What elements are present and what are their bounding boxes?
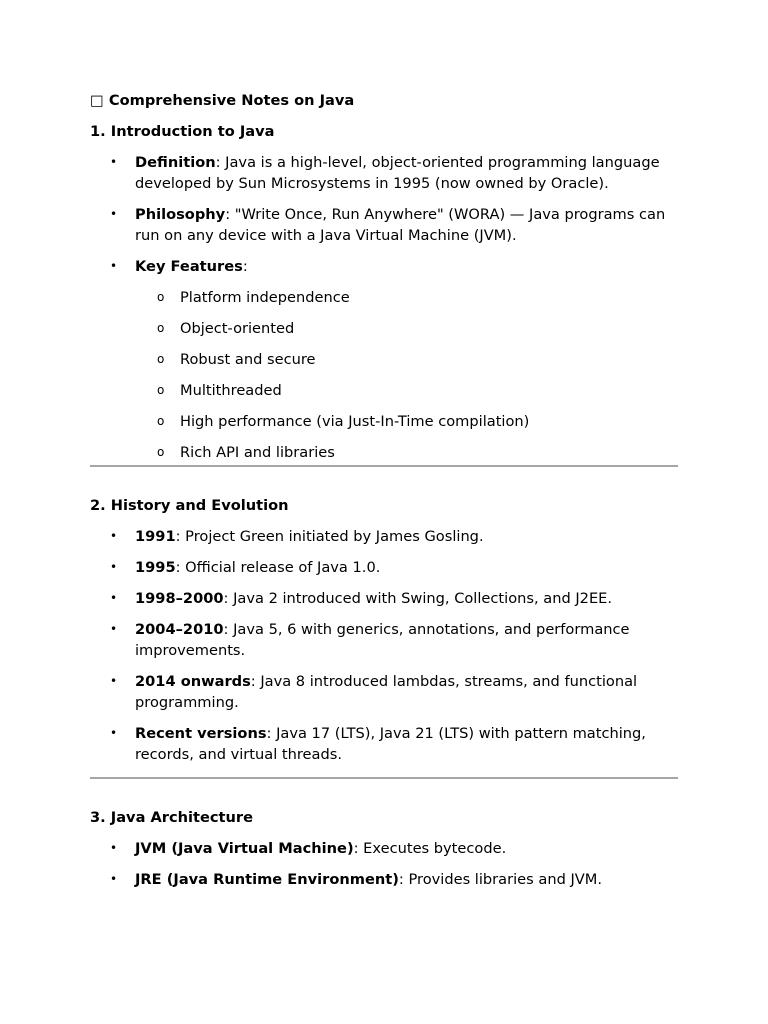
sub-list — [135, 287, 678, 463]
list-item — [90, 619, 678, 661]
item-text: : Java 2 introduced with Swing, Collections, and J2EE. — [223, 590, 613, 607]
sub-bullet-marker: o — [157, 321, 165, 335]
sub-item-text: High performance (via Just-In-Time compilation) — [180, 413, 530, 430]
bullet-marker: • — [110, 591, 118, 605]
list-item — [90, 869, 678, 890]
bullet-marker: • — [110, 726, 118, 740]
document-title — [90, 90, 678, 111]
bullet-marker: • — [110, 207, 118, 221]
item-text: : Executes bytecode. — [353, 840, 507, 857]
list-item — [90, 588, 678, 609]
title-icon: □ — [90, 92, 104, 109]
sub-item-text: Rich API and libraries — [180, 444, 335, 461]
sub-item-text: Object-oriented — [180, 320, 295, 337]
sub-list-item — [135, 287, 678, 308]
item-text: : Java is a high-level, object-oriented programming language developed by Sun Microsystems in 1995 (now owned by Oracle). — [135, 154, 660, 192]
bullet-marker: • — [110, 529, 118, 543]
bullet-marker: • — [110, 872, 118, 886]
list-item — [90, 204, 678, 246]
item-term: 2014 onwards — [135, 673, 251, 690]
item-term: JRE (Java Runtime Environment) — [135, 871, 399, 888]
list-item — [90, 526, 678, 547]
sub-item-text: Platform independence — [180, 289, 350, 306]
item-term: Definition — [135, 154, 216, 171]
item-text: : Java 5, 6 with generics, annotations, and performance improvements. — [135, 621, 630, 659]
sub-bullet-marker: o — [157, 445, 165, 459]
item-text: : Project Green initiated by James Gosling. — [175, 528, 484, 545]
title-text: Comprehensive Notes on Java — [108, 92, 355, 109]
section-heading: 1. Introduction to Java — [90, 123, 275, 140]
section-history — [90, 495, 678, 765]
sub-bullet-marker: o — [157, 352, 165, 366]
list-item — [90, 723, 678, 765]
sub-list-item — [135, 442, 678, 463]
item-term: Philosophy — [135, 206, 226, 223]
sub-list-item — [135, 380, 678, 401]
bullet-list — [90, 838, 678, 890]
bullet-marker: • — [110, 155, 118, 169]
list-item — [90, 256, 678, 463]
sub-bullet-marker: o — [157, 383, 165, 397]
item-text: : Java 8 introduced lambdas, streams, and functional programming. — [135, 673, 638, 711]
list-item — [90, 671, 678, 713]
item-term: 1991 — [135, 528, 176, 545]
item-term: JVM (Java Virtual Machine) — [135, 840, 354, 857]
list-item — [90, 838, 678, 859]
item-text: : Java 17 (LTS), Java 21 (LTS) with pattern matching, records, and virtual threads. — [135, 725, 646, 763]
bullet-marker: • — [110, 674, 118, 688]
sub-bullet-marker: o — [157, 290, 165, 304]
bullet-marker: • — [110, 259, 118, 273]
bullet-marker: • — [110, 622, 118, 636]
item-text: : "Write Once, Run Anywhere" (WORA) — Java programs can run on any device with a Java Virtual Machine (JVM). — [135, 206, 666, 244]
list-item — [90, 152, 678, 194]
section-architecture — [90, 807, 678, 890]
item-term: 1998–2000 — [135, 590, 224, 607]
item-text: : Provides libraries and JVM. — [398, 871, 603, 888]
item-term: Key Features — [135, 258, 243, 275]
sub-item-text: Multithreaded — [180, 382, 282, 399]
section-introduction — [90, 121, 678, 463]
document-content — [90, 90, 678, 900]
item-term: Recent versions — [135, 725, 267, 742]
bullet-marker: • — [110, 560, 118, 574]
section-divider — [90, 777, 678, 779]
item-text: : Official release of Java 1.0. — [175, 559, 381, 576]
section-heading: 2. History and Evolution — [90, 497, 289, 514]
item-term: 2004–2010 — [135, 621, 224, 638]
bullet-list — [90, 526, 678, 765]
section-divider — [90, 465, 678, 467]
sub-item-text: Robust and secure — [180, 351, 316, 368]
sub-list-item — [135, 318, 678, 339]
sub-list-item — [135, 411, 678, 432]
section-heading: 3. Java Architecture — [90, 809, 254, 826]
item-text: : — [242, 258, 248, 275]
sub-bullet-marker: o — [157, 414, 165, 428]
item-term: 1995 — [135, 559, 176, 576]
bullet-list — [90, 152, 678, 463]
list-item — [90, 557, 678, 578]
bullet-marker: • — [110, 841, 118, 855]
sub-list-item — [135, 349, 678, 370]
